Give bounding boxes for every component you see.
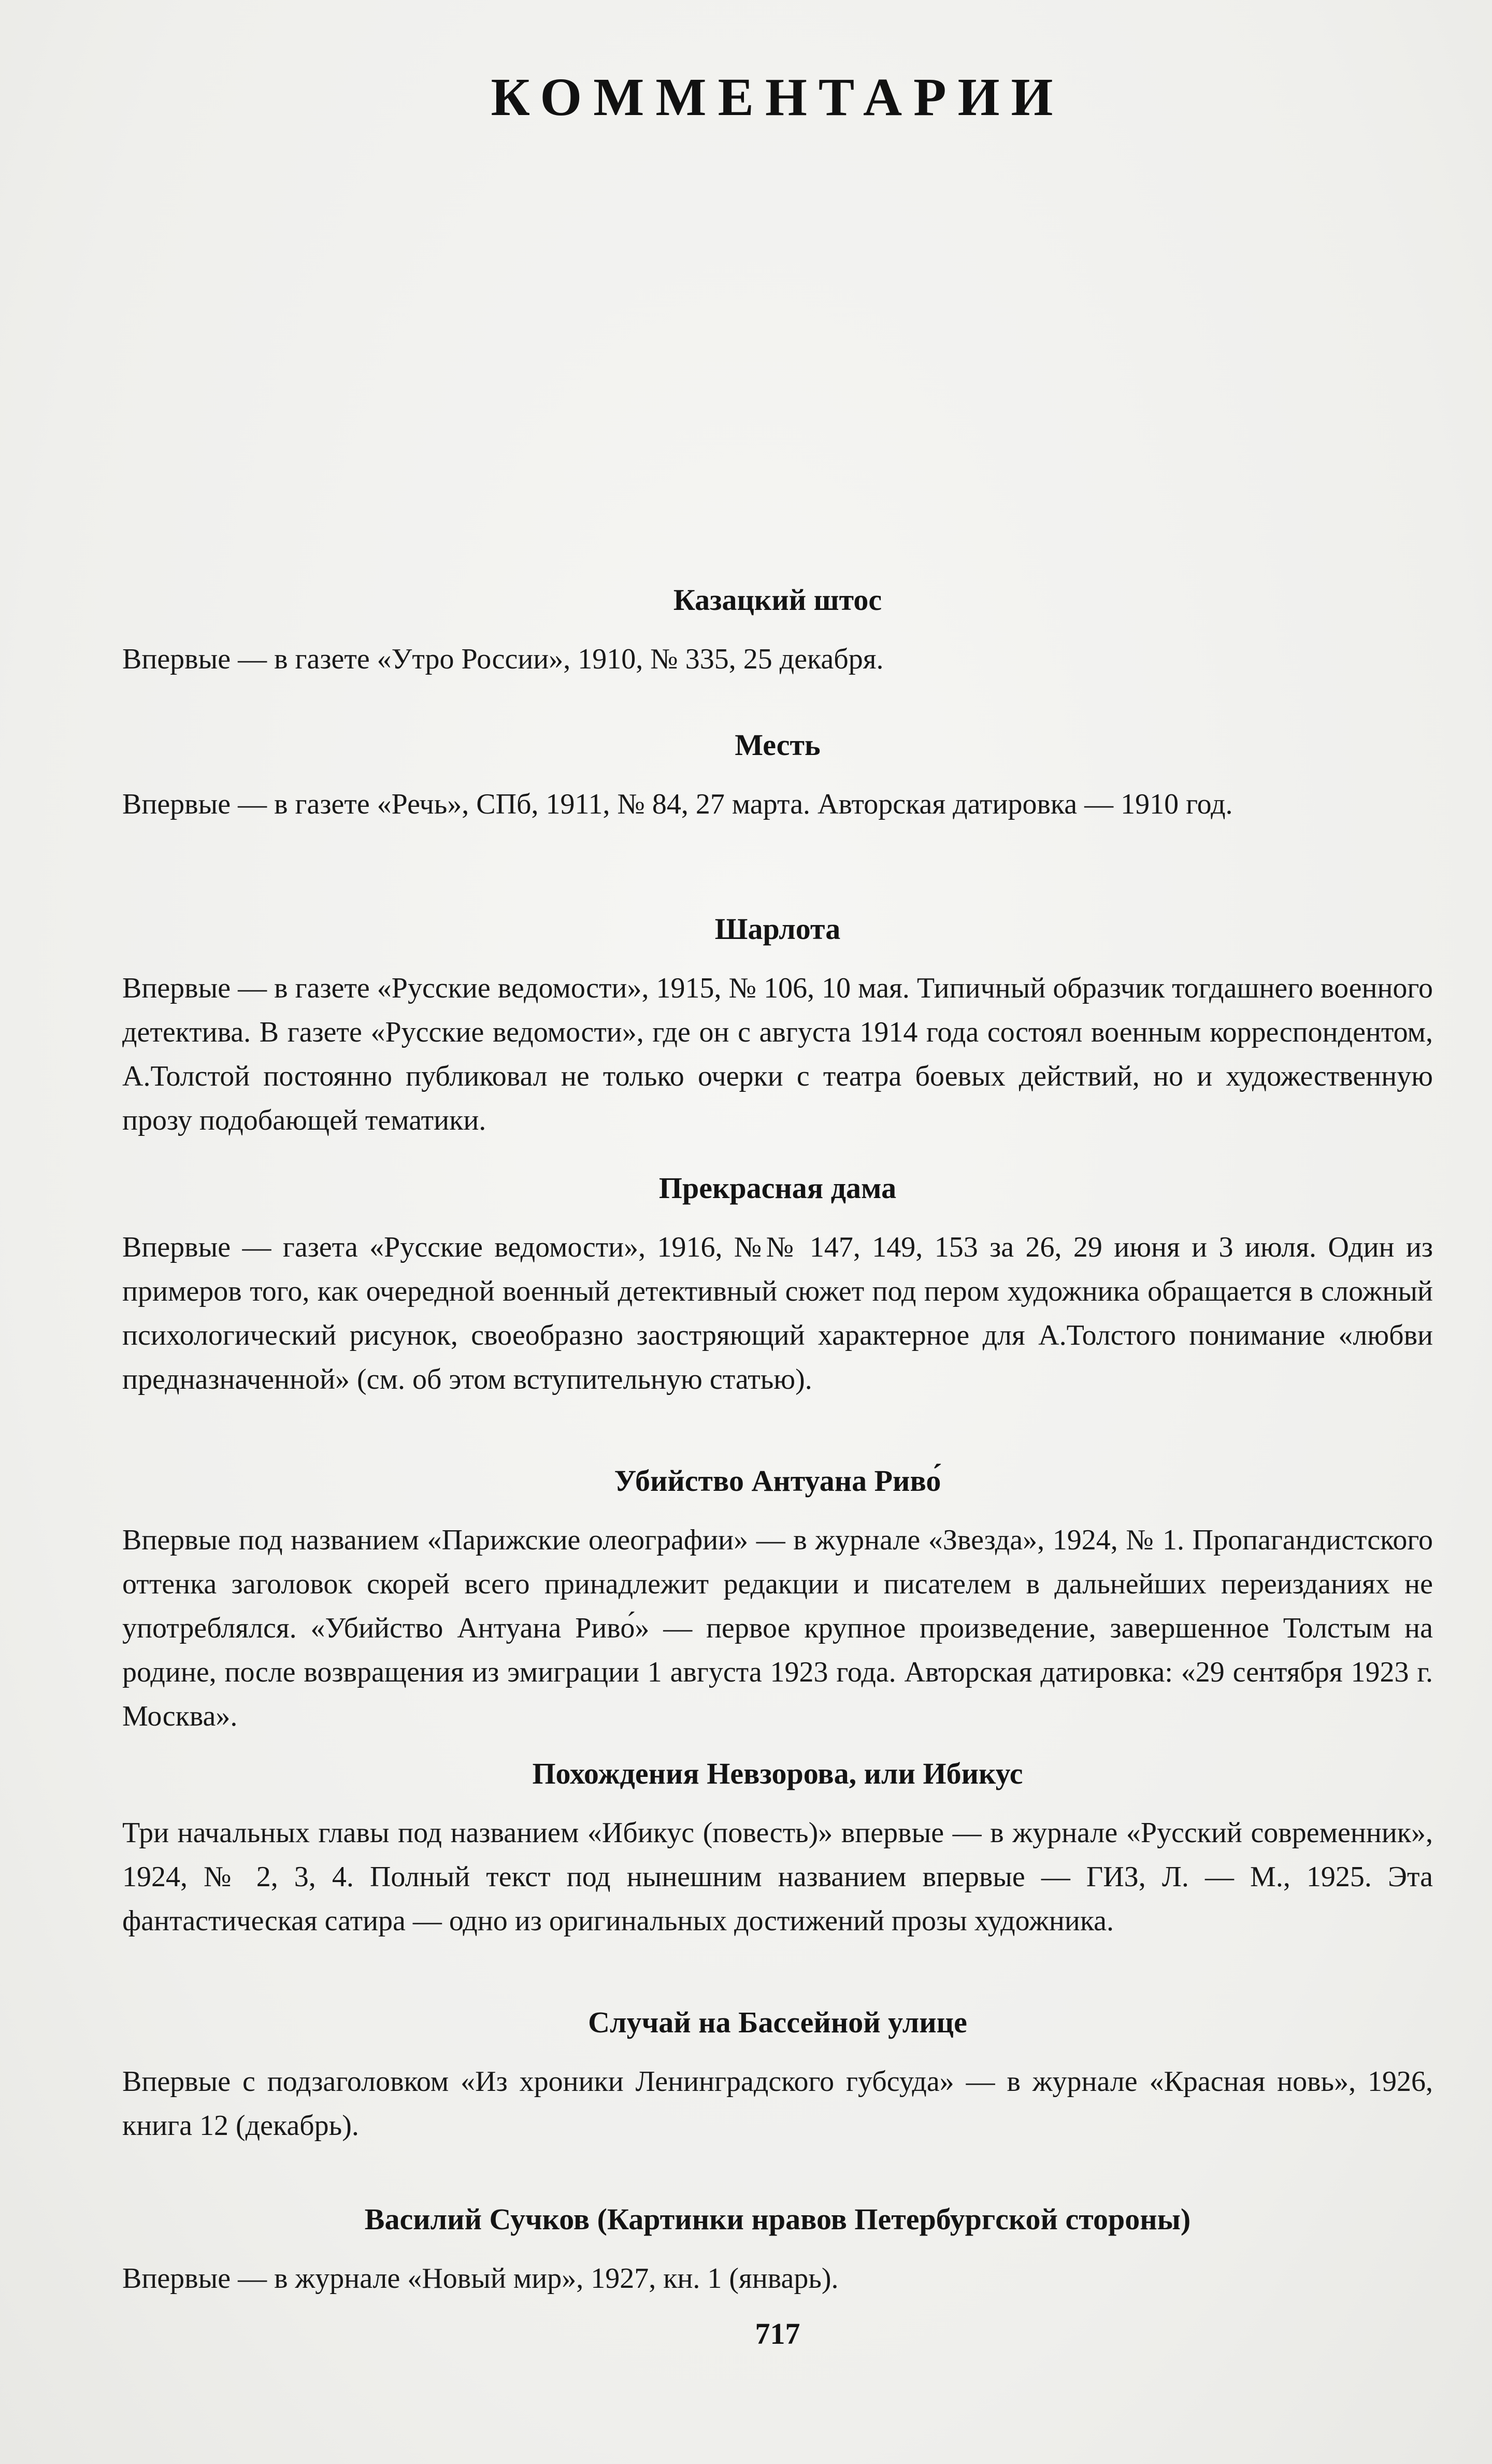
section-text: Впервые под названием «Парижские олеографии» — в журнале «Звезда», 1924, № 1. Пропагандистского оттенка заголовок скорей всего принадлежит редакции и писателем в дальнейших переизданиях не употреблялся. «Убийство Антуана Риво́» — первое крупное произведение, завершенное Толстым на родине, после возвращения из эмиграции 1 августа 1923 года. Авторская датировка: «29 сентября 1923 г. Москва». xyxy=(122,1524,1433,1732)
page-title: КОММЕНТАРИИ xyxy=(491,67,1065,127)
section-title: Убийство Антуана Риво́ xyxy=(614,1464,941,1498)
section-text: Впервые — в журнале «Новый мир», 1927, кн. 1 (январь). xyxy=(122,2262,839,2295)
comment-section xyxy=(122,904,1433,1143)
section-text: Впервые с подзаголовком «Из хроники Ленинградского губсуда» — в журнале «Красная новь», 1926, книга 12 (декабрь). xyxy=(122,2066,1433,2142)
comment-section xyxy=(122,1456,1433,1739)
comment-section xyxy=(122,1749,1433,1943)
section-title: Месть xyxy=(735,728,821,762)
section-text: Впервые — в газете «Утро России», 1910, № 335, 25 декабря. xyxy=(122,643,884,675)
section-text: Три начальных главы под названием «Ибикус (повесть)» впервые — в журнале «Русский современник», 1924, № 2, 3, 4. Полный текст под нынешним названием впервые — ГИЗ, Л. — М., 1925. Эта фантастическая сатира — одно из оригинальных достижений прозы художника. xyxy=(122,1817,1433,1937)
section-title: Василий Сучков (Картинки нравов Петербургской стороны) xyxy=(364,2202,1191,2236)
section-title: Казацкий штос xyxy=(673,583,882,617)
comment-section xyxy=(122,1163,1433,1402)
comment-section xyxy=(122,720,1433,827)
section-title: Прекрасная дама xyxy=(658,1171,897,1205)
comment-section xyxy=(122,575,1433,681)
section-text: Впервые — в газете «Русские ведомости», 1915, № 106, 10 мая. Типичный образчик тогдашнего военного детектива. В газете «Русские ведомости», где он с августа 1914 года состоял военным корреспондентом, А.Толстой постоянно публиковал не только очерки с театра боевых действий, но и художественную прозу подобающей тематики. xyxy=(122,972,1433,1136)
section-title: Случай на Бассейной улице xyxy=(588,2005,967,2039)
section-text: Впервые — в газете «Речь», СПб, 1911, № 84, 27 марта. Авторская датировка — 1910 год. xyxy=(122,788,1233,820)
section-text: Впервые — газета «Русские ведомости», 1916, №№ 147, 149, 153 за 26, 29 июня и 3 июля. Один из примеров того, как очередной военный детективный сюжет под пером художника обращается в сложный психологический рисунок, своеобразно заостряющий характерное для А.Толстого понимание «любви предназначенной» (см. об этом вступительную статью). xyxy=(122,1231,1433,1395)
comment-section xyxy=(122,1998,1433,2148)
section-title: Похождения Невзорова, или Ибикус xyxy=(532,1757,1023,1790)
comment-section xyxy=(122,2195,1433,2301)
page-number: 717 xyxy=(755,2317,800,2351)
section-title: Шарлота xyxy=(714,912,841,946)
